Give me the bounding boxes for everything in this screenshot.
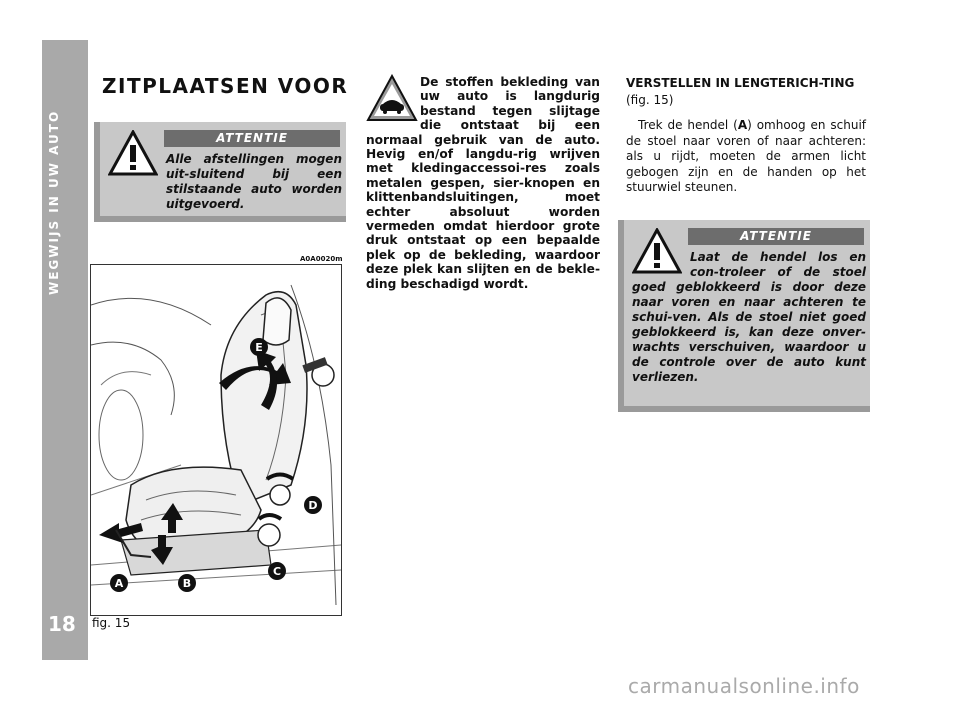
figure-code: A0A0020m	[300, 255, 343, 263]
warning-1-text	[108, 152, 342, 212]
section-heading-ref: (fig. 15)	[626, 93, 674, 107]
warning-box-1	[94, 122, 346, 222]
section-heading-text: VERSTELLEN IN LENGTERICH-TING	[626, 76, 855, 90]
watermark: carmanualsonline.info	[628, 674, 860, 698]
figure-caption: fig. 15	[92, 616, 131, 630]
svg-text:B: B	[182, 577, 192, 590]
section-title-vertical: WEGWIJS IN UW AUTO	[47, 110, 61, 296]
marker-a	[110, 574, 128, 592]
warning-2-header: ATTENTIE	[688, 228, 864, 245]
warning-2-body: Laat de hendel los en con-troleer of de stoel goed geblokkeerd is door deze naar voren en naar achteren te schui-ven. Als de stoel niet goed geblokkeerd is, kan deze onver-wachts verschuiven, waardoor u de controle over de auto kunt verliezen.	[632, 250, 866, 384]
note-body: De stoffen bekleding van uw auto is langdurig bestand tegen slijtage die ontstaat bij een normaal gebruik van de auto. Hevig en/of langdu-rig wrijven met kledingaccessoi-res zoals metalen gespen, sier-knopen en klittenbandsluitingen, moet echter absoluut worden vermeden omdat hierdoor grote druk ontstaat op een bepaalde plek op de bekleding, waardoor deze plek kan slijten en de bekle-ding beschadigd wordt.	[366, 75, 600, 291]
marker-d	[304, 496, 322, 514]
svg-text:A: A	[114, 577, 124, 590]
seat-drawing	[91, 265, 341, 615]
note-text	[366, 75, 600, 291]
page-title: ZITPLAATSEN VOOR	[102, 74, 349, 98]
para-suffix: ) omhoog en schuif de stoel naar voren of naar achteren: als u rijdt, moeten de armen licht gebogen zijn en de handen op het stuurwiel steunen.	[626, 118, 866, 194]
svg-text:C: C	[272, 565, 282, 578]
sidebar-band	[42, 40, 88, 660]
section-heading	[626, 75, 866, 109]
marker-e	[250, 338, 268, 356]
warning-box-2	[618, 220, 870, 412]
svg-text:D: D	[308, 499, 318, 512]
warning-2-text	[632, 250, 866, 385]
warning-1-body: Alle afstellingen mogen uit-sluitend bij een stilstaande auto worden uitgevoerd.	[166, 152, 342, 211]
page-number: 18	[48, 612, 76, 636]
svg-text:E: E	[255, 341, 263, 354]
warning-1-header: ATTENTIE	[164, 130, 340, 147]
marker-c	[268, 562, 286, 580]
section-paragraph	[626, 118, 866, 196]
icon-spacer	[632, 250, 690, 278]
para-key: A	[737, 118, 748, 132]
para-prefix: Trek de hendel (	[638, 118, 738, 132]
marker-b	[178, 574, 196, 592]
seat-illustration	[90, 264, 342, 616]
icon-spacer	[366, 75, 420, 130]
